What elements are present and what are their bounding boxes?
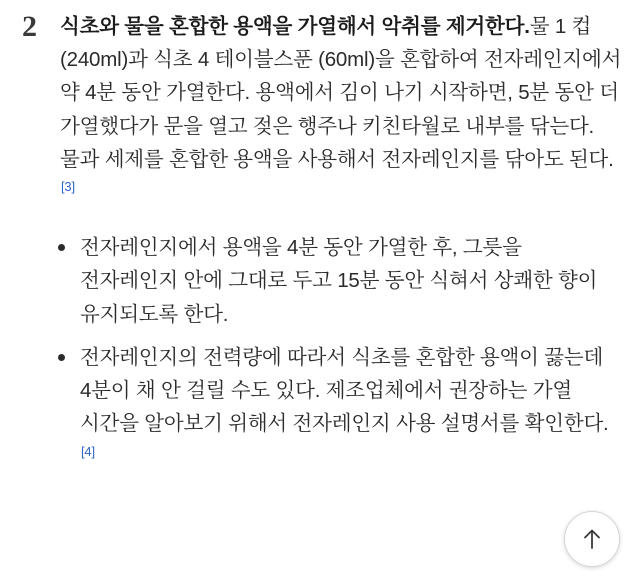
scroll-to-top-button[interactable]: [564, 511, 620, 567]
sub-bullet-list: [22, 231, 622, 473]
reference-link-4[interactable]: [4]: [81, 443, 95, 459]
step-text: [60, 10, 622, 209]
list-item-text: 전자레인지에서 용액을 4분 동안 가열한 후, 그릇을 전자레인지 안에 그대로 두고 15분 동안 식혀서 상쾌한 향이 유지되도록 한다.: [80, 236, 598, 326]
step-body-rest: 물 1 컵 (240ml)과 식초 4 테이블스푼 (60ml)을 혼합하여 전자레인지에서 약 4분 동안 가열한다. 용액에서 김이 나기 시작하면, 5분 동안 더 가열했다가 문을 열고 젖은 행주나 키친타월로 내부를 닦는다. 물과 세제를 혼합한 용액을 사용해서 전자레인지를 닦아도 된다.: [60, 15, 622, 171]
page-left-rule: [0, 0, 3, 583]
arrow-up-icon: [581, 527, 603, 551]
list-item: [56, 231, 622, 331]
step-number: 2: [22, 10, 37, 43]
step-item: [22, 10, 622, 209]
list-item: [56, 341, 622, 474]
step-bold-lead: 식초와 물을 혼합한 용액을 가열해서 악취를 제거한다.: [60, 15, 530, 38]
reference-link-3[interactable]: [3]: [61, 179, 75, 195]
list-item-text: 전자레인지의 전력량에 따라서 식초를 혼합한 용액이 끓는데 4분이 채 안 걸릴 수도 있다. 제조업체에서 권장하는 가열 시간을 알아보기 위해서 전자레인지 사용 설명서를 확인한다.: [80, 345, 609, 436]
